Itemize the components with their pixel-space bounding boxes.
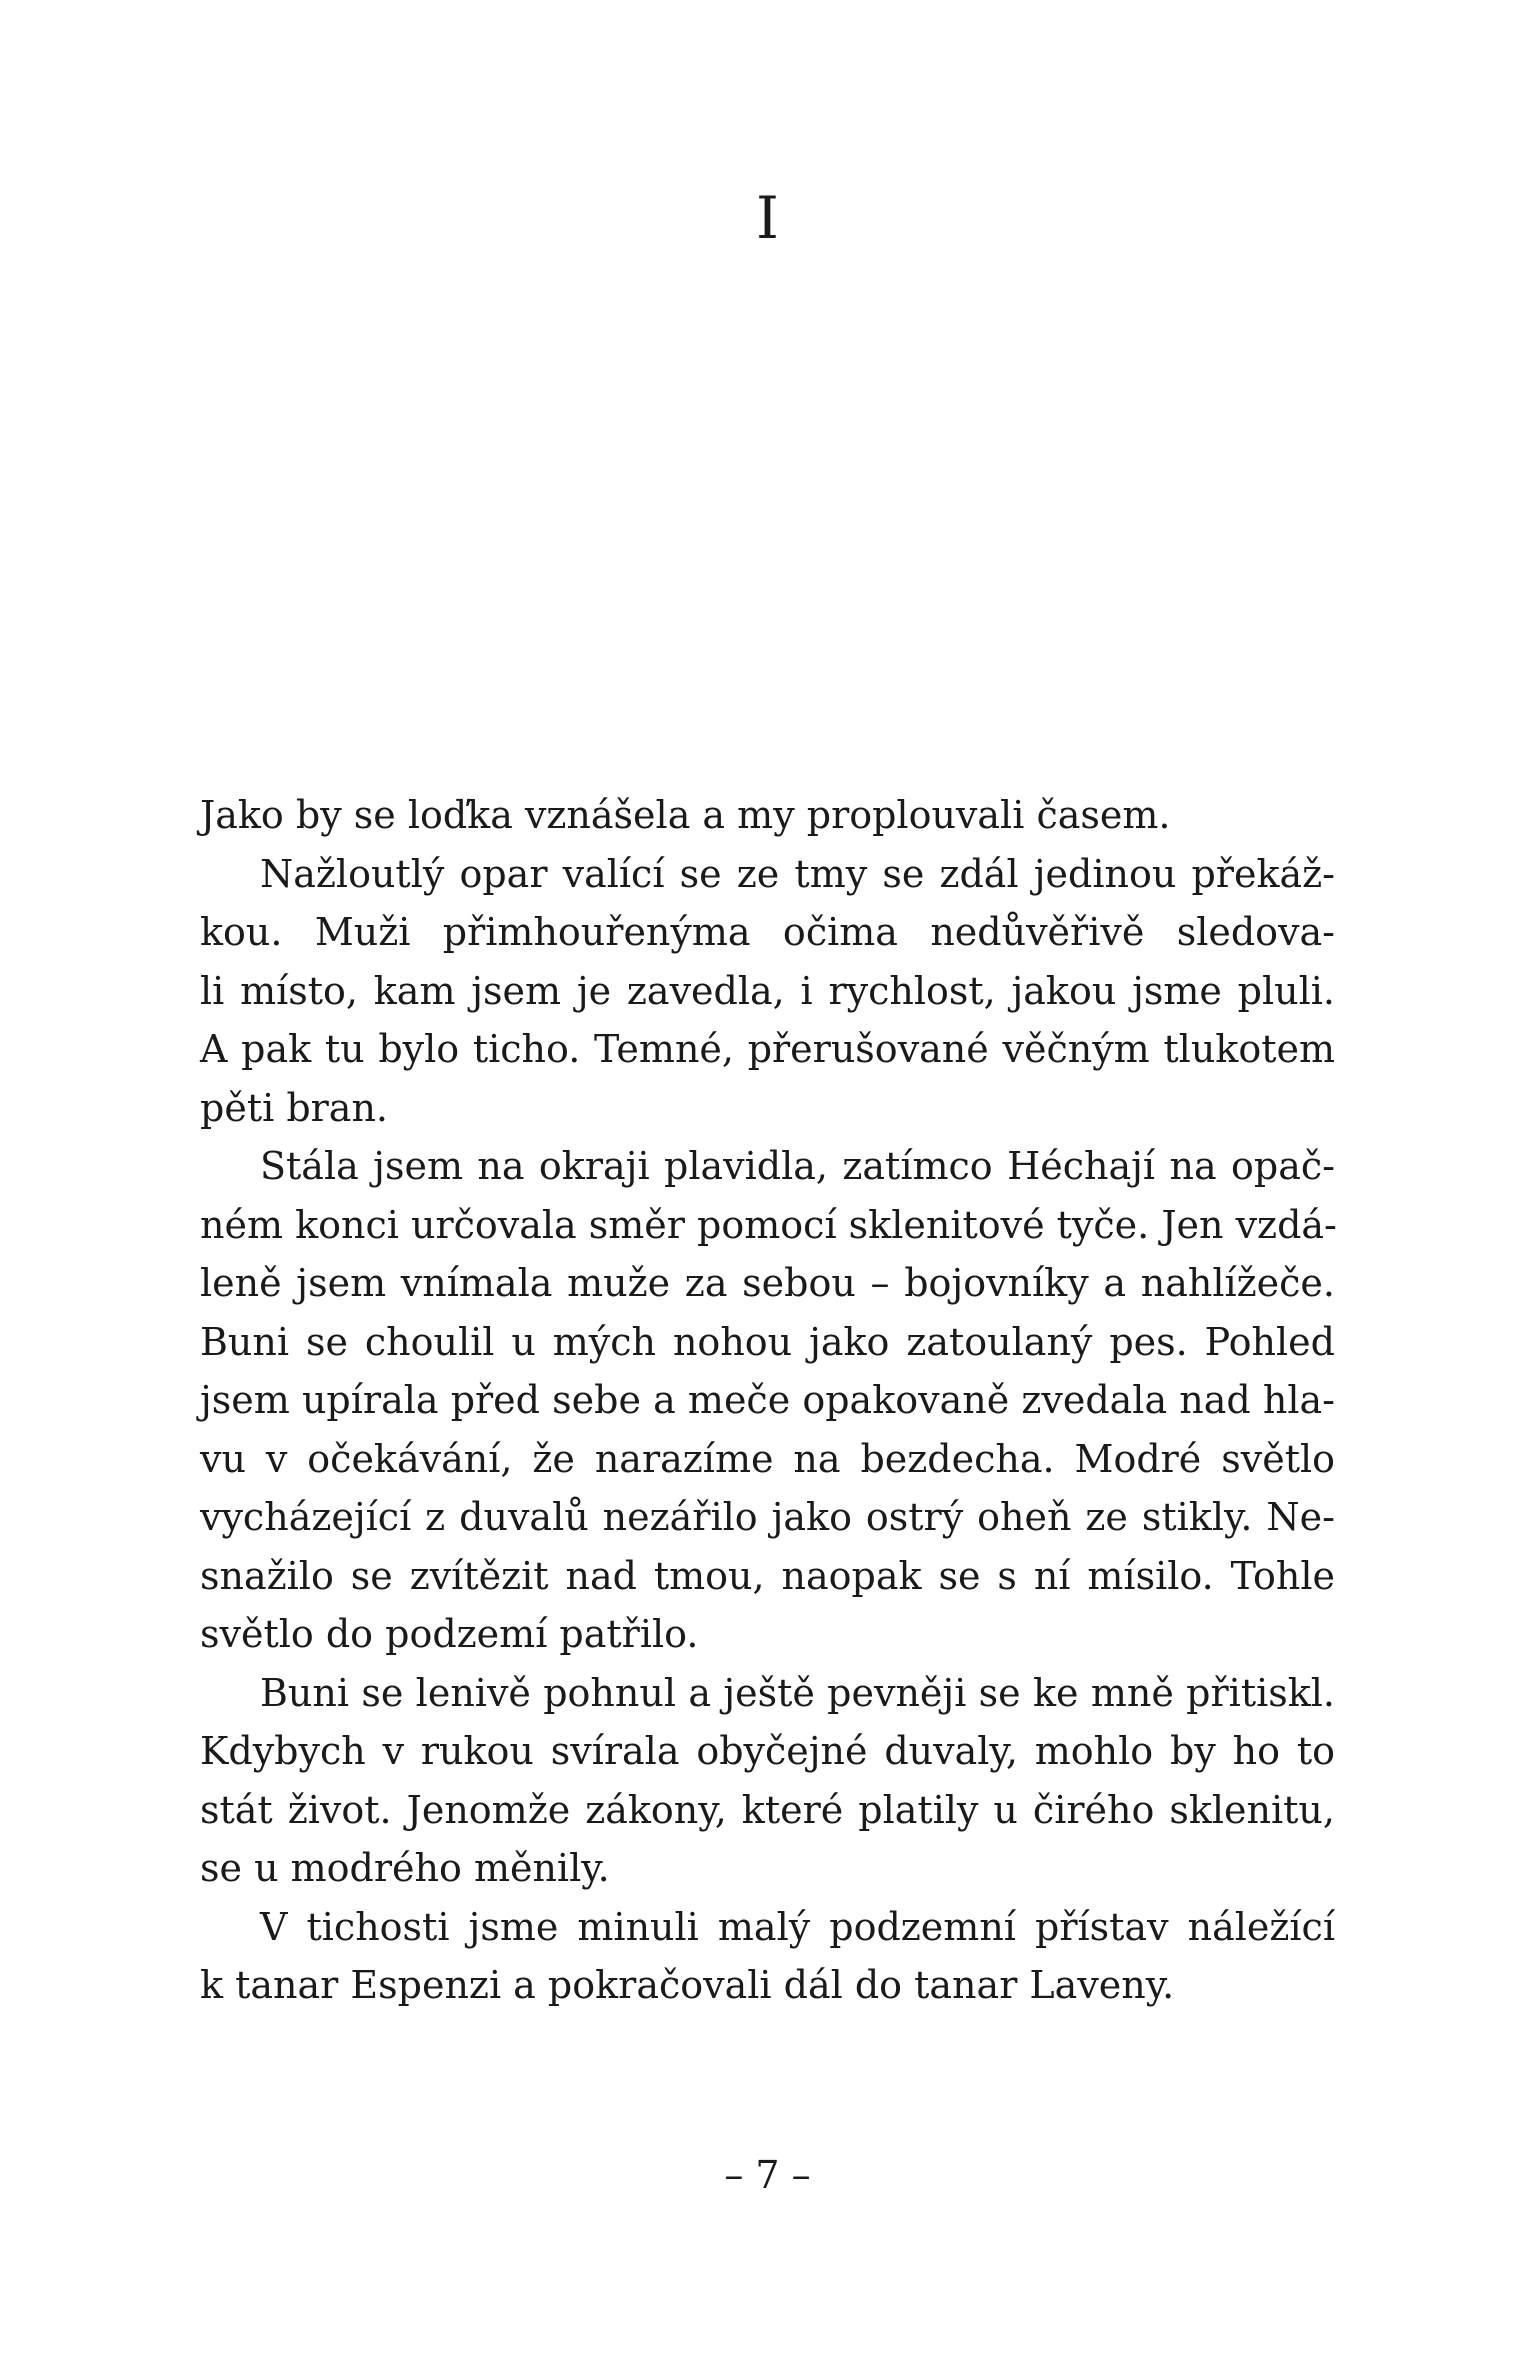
text-line: k tanar Espenzi a pokračovali dál do tanar Laveny.	[200, 1963, 1175, 2007]
text-line: Stála jsem na okraji plavidla, zatímco Héchají na opač-	[260, 1144, 1335, 1188]
text-line: A pak tu bylo ticho. Temné, přerušované věčným tlukotem	[200, 1027, 1335, 1071]
text-line: Jako by se loďka vznášela a my proplouvali časem.	[200, 793, 1171, 837]
text-line: kou. Muži přimhouřenýma očima nedůvěřivě sledova-	[200, 910, 1335, 954]
text-line: se u modrého měnily.	[200, 1846, 610, 1890]
chapter-body	[200, 786, 1335, 2015]
chapter-title: I	[756, 184, 779, 252]
text-line: stát život. Jenomže zákony, které platily u čirého sklenitu,	[200, 1787, 1335, 1832]
text-line: ném konci určovala směr pomocí sklenitové tyče. Jen vzdá-	[200, 1202, 1337, 1247]
text-line: Kdybych v rukou svírala obyčejné duvaly, mohlo by ho to	[200, 1729, 1335, 1773]
text-line: světlo do podzemí patřilo.	[200, 1612, 699, 1656]
text-line: snažilo se zvítězit nad tmou, naopak se s ní mísilo. Tohle	[200, 1553, 1335, 1598]
page-number: – 7 –	[724, 2153, 811, 2197]
text-line: li místo, kam jsem je zavedla, i rychlost, jakou jsme pluli.	[200, 968, 1335, 1013]
text-line: pěti bran.	[200, 1085, 389, 1130]
text-line: vycházející z duvalů nezářilo jako ostrý oheň ze stikly. Ne-	[200, 1495, 1335, 1539]
text-line: Nažloutlý opar valící se ze tmy se zdál jedinou překáž-	[260, 851, 1335, 896]
text-line: jsem upírala před sebe a meče opakovaně zvedala nad hla-	[200, 1378, 1335, 1422]
text-line: Buni se choulil u mých nohou jako zatoulaný pes. Pohled	[200, 1319, 1335, 1364]
text-line: leně jsem vnímala muže za sebou – bojovníky a nahlížeče.	[200, 1261, 1335, 1305]
text-line: vu v očekávání, že narazíme na bezdecha. Modré světlo	[200, 1436, 1335, 1481]
text-line: Buni se lenivě pohnul a ještě pevněji se ke mně přitiskl.	[260, 1670, 1335, 1715]
text-line: V tichosti jsme minuli malý podzemní přístav náležící	[260, 1904, 1335, 1949]
